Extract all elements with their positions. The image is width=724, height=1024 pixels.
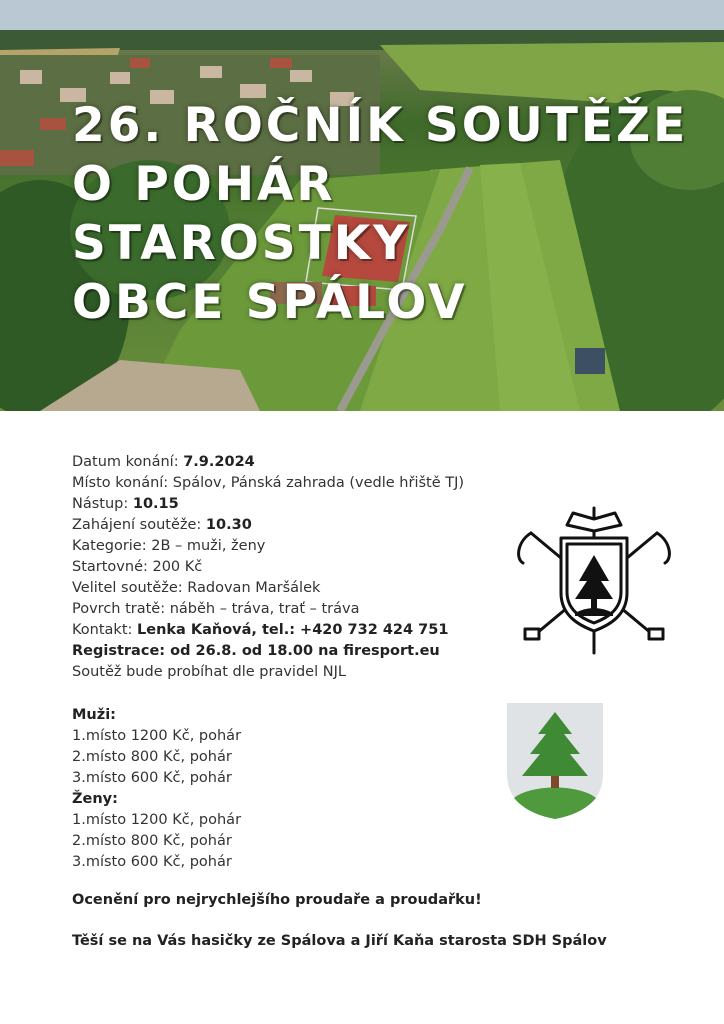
event-title-line-4: OBCE SPÁLOV — [72, 275, 468, 330]
women-header: Ženy: — [72, 791, 118, 807]
hero-photo — [0, 0, 724, 411]
commander-row: Velitel soutěže: Radovan Maršálek — [72, 580, 321, 596]
men-prize-2: 2.místo 800 Kč, pohár — [72, 749, 232, 765]
start-value: 10.30 — [205, 517, 252, 533]
women-prize-3: 3.místo 600 Kč, pohár — [72, 854, 232, 870]
start-row — [72, 515, 532, 536]
date-row — [72, 452, 532, 473]
men-prize-3: 3.místo 600 Kč, pohár — [72, 770, 232, 786]
event-details — [72, 452, 532, 683]
registration-row — [72, 641, 532, 662]
place-row: Místo konání: Spálov, Pánská zahrada (vedle hřiště TJ) — [72, 475, 465, 491]
category-row: Kategorie: 2B – muži, ženy — [72, 538, 266, 554]
men-prize-1: 1.místo 1200 Kč, pohár — [72, 728, 242, 744]
track-row: Povrch tratě: náběh – tráva, trať – tráva — [72, 601, 360, 617]
nastup-value: 10.15 — [132, 496, 179, 512]
event-title — [72, 96, 712, 332]
rules-row: Soutěž bude probíhat dle pravidel NJL — [72, 664, 346, 680]
date-label: Datum konání: — [72, 454, 184, 470]
event-title-line-2: O POHÁR — [72, 157, 336, 212]
men-header: Muži: — [72, 707, 116, 723]
women-prize-1: 1.místo 1200 Kč, pohár — [72, 812, 242, 828]
municipal-coat-of-arms-icon — [506, 702, 604, 820]
award-note: Ocenění pro nejrychlejšího proudaře a proudařku! — [72, 892, 482, 908]
contact-row — [72, 620, 532, 641]
contact-value: Lenka Kaňová, tel.: +420 732 424 751 — [137, 622, 449, 638]
firefighter-emblem-icon — [513, 503, 675, 658]
registration-text: Registrace: od 26.8. od 18.00 na firesport.eu — [72, 643, 440, 659]
date-value: 7.9.2024 — [183, 454, 255, 470]
nastup-row — [72, 494, 532, 515]
nastup-label: Nástup: — [72, 496, 133, 512]
fee-row: Startovné: 200 Kč — [72, 559, 203, 575]
women-prize-2: 2.místo 800 Kč, pohár — [72, 833, 232, 849]
prize-list — [72, 705, 392, 873]
event-title-line-3: STAROSTKY — [72, 216, 411, 271]
event-title-line-1: 26. ROČNÍK SOUTĚŽE — [72, 98, 689, 153]
greeting-note: Těší se na Vás hasičky ze Spálova a Jiří Kaňa starosta SDH Spálov — [72, 933, 607, 949]
contact-label: Kontakt: — [72, 622, 137, 638]
start-label: Zahájení soutěže: — [72, 517, 206, 533]
